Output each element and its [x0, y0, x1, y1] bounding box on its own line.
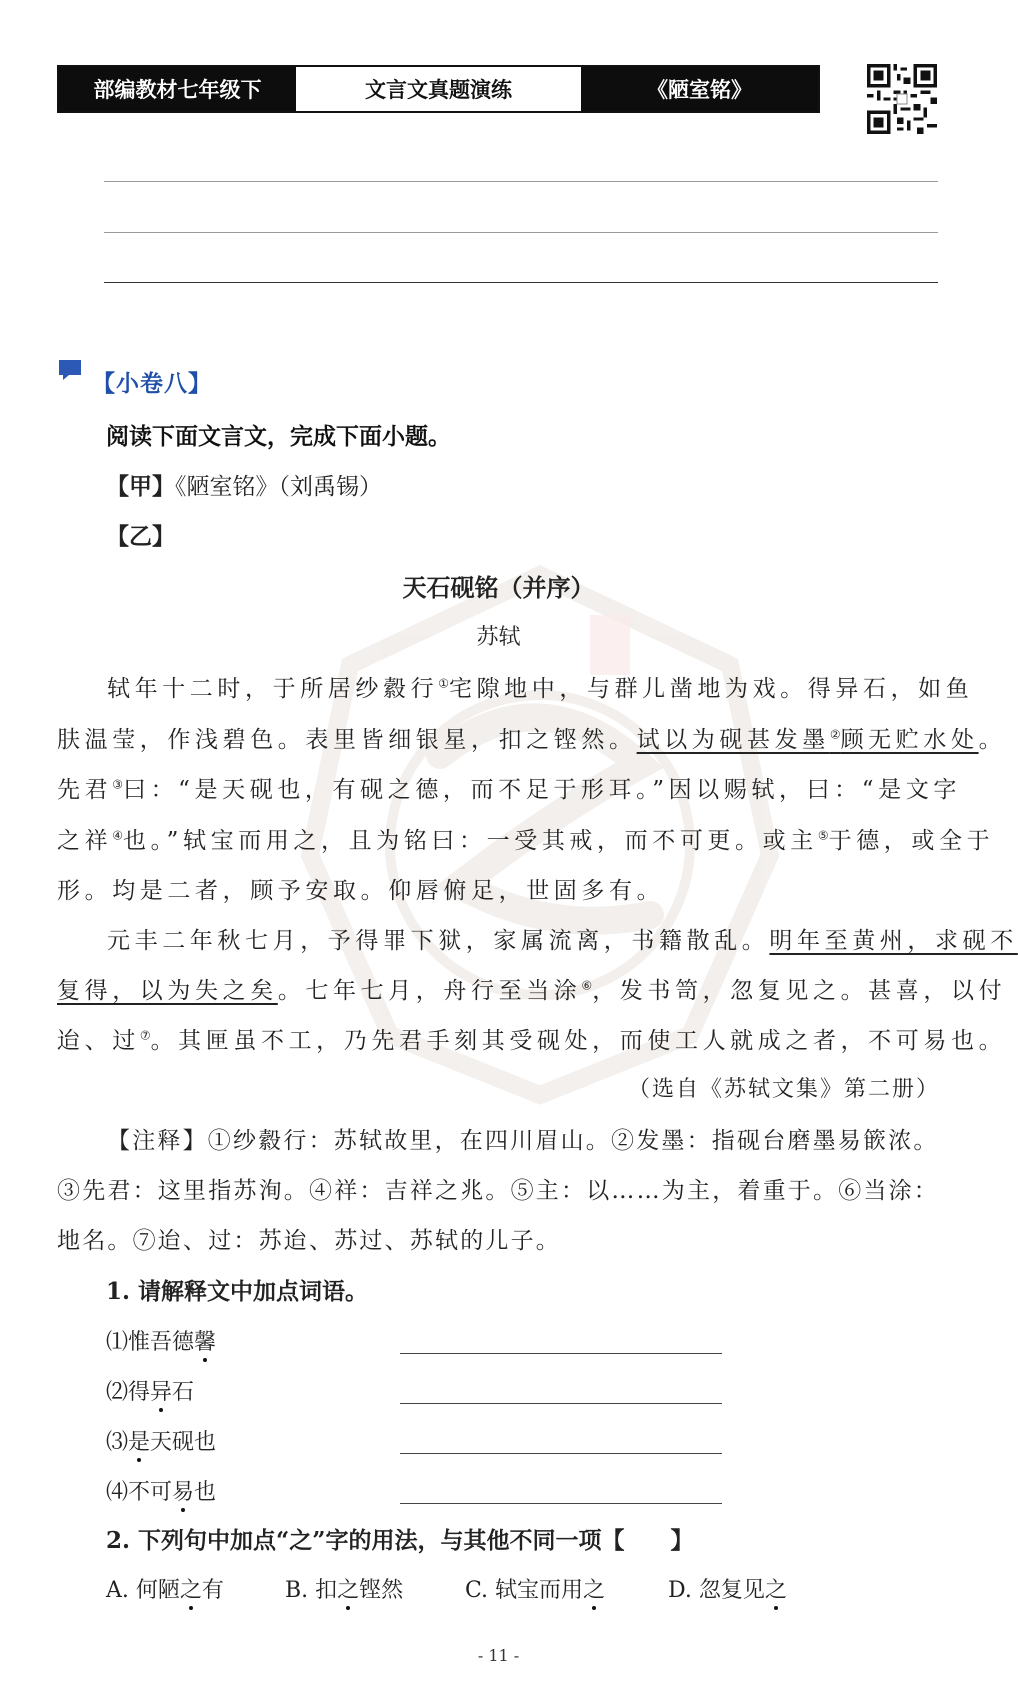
- header-section: 文言文真题演练: [296, 67, 581, 111]
- answer-blank[interactable]: [400, 1403, 722, 1404]
- q2-option-a[interactable]: A. 何陋之有: [106, 1573, 224, 1604]
- answer-line-3: [104, 282, 938, 283]
- question-1-title: 1. 请解释文中加点词语。: [106, 1278, 369, 1305]
- answer-blank[interactable]: [400, 1453, 722, 1454]
- passage-line: 轼年十二时，于所居纱縠行①宅隙地中，与群儿凿地为戏。得异石，如鱼: [107, 676, 974, 702]
- header-bar: [57, 65, 820, 113]
- passage-yi-tag: 【乙】: [106, 523, 175, 550]
- question-2-title: 2. 下列句中加点“之”字的用法，与其他不同一项【 】: [106, 1527, 694, 1554]
- q2-option-c[interactable]: C. 轼宝而用之: [465, 1573, 605, 1604]
- passage-line: 之祥④也。”轼宝而用之，且为铭曰：一受其戒，而不可更。或主⑤于德，或全于: [57, 828, 995, 854]
- answer-blank[interactable]: [400, 1503, 722, 1504]
- q1-item: ⑷不可易也: [106, 1475, 216, 1506]
- passage-author: 苏轼: [476, 625, 521, 650]
- passage-line: 形。均是二者，顾予安取。仰唇俯足，世固多有。: [57, 878, 665, 904]
- qr-code-icon: [867, 64, 937, 134]
- q1-item: ⑶是天砚也: [106, 1425, 216, 1456]
- q2-option-b[interactable]: B. 扣之铿然: [285, 1573, 403, 1604]
- passage-source: （选自《苏轼文集》第二册）: [627, 1077, 940, 1102]
- page-number: - 11 -: [477, 1646, 520, 1665]
- passage-line: 迨、过⑦。其匣虽不工，乃先君手刻其受砚处，而使工人就成之者，不可易也。: [57, 1028, 1007, 1054]
- passage-line: 元丰二年秋七月，予得罪下狱，家属流离，书籍散乱。明年至黄州，求砚不: [107, 928, 1018, 954]
- section-title: 【小卷八】: [92, 370, 212, 397]
- instruction: 阅读下面文言文，完成下面小题。: [106, 423, 451, 450]
- answer-line-1: [104, 181, 938, 182]
- answer-line-2: [104, 232, 938, 233]
- q1-item: ⑵得异石: [106, 1375, 194, 1406]
- passage-title: 天石砚铭（并序）: [402, 573, 595, 602]
- passage-line: 先君③曰：“是天砚也，有砚之德，而不足于形耳。”因以赐轼，曰：“是文字: [57, 777, 961, 803]
- q2-option-d[interactable]: D. 忽复见之: [668, 1573, 787, 1604]
- q1-item: ⑴惟吾德馨: [106, 1325, 216, 1356]
- passage-line: 肤温莹，作浅碧色。表里皆细银星，扣之铿然。试以为砚甚发墨②顾无贮水处。: [57, 727, 1007, 753]
- header-grade: 部编教材七年级下: [59, 67, 296, 111]
- header-lesson: 《陋室铭》: [581, 67, 818, 111]
- notes-line: 【注释】①纱縠行：苏轼故里，在四川眉山。②发墨：指砚台磨墨易篏浓。: [107, 1128, 939, 1154]
- passage-line: 复得，以为失之矣。七年七月，舟行至当涂⑥，发书笥，忽复见之。甚喜，以付: [57, 978, 1007, 1004]
- notes-line: ③先君：这里指苏洵。④祥：吉祥之兆。⑤主：以……为主，着重于。⑥当涂：: [57, 1178, 939, 1204]
- answer-blank[interactable]: [400, 1353, 722, 1354]
- chat-bubble-icon: [57, 358, 83, 382]
- passage-jia: 【甲】《陋室铭》（刘禹锡）: [106, 473, 382, 500]
- notes-line: 地名。⑦迨、过：苏迨、苏过、苏轼的儿子。: [57, 1228, 561, 1254]
